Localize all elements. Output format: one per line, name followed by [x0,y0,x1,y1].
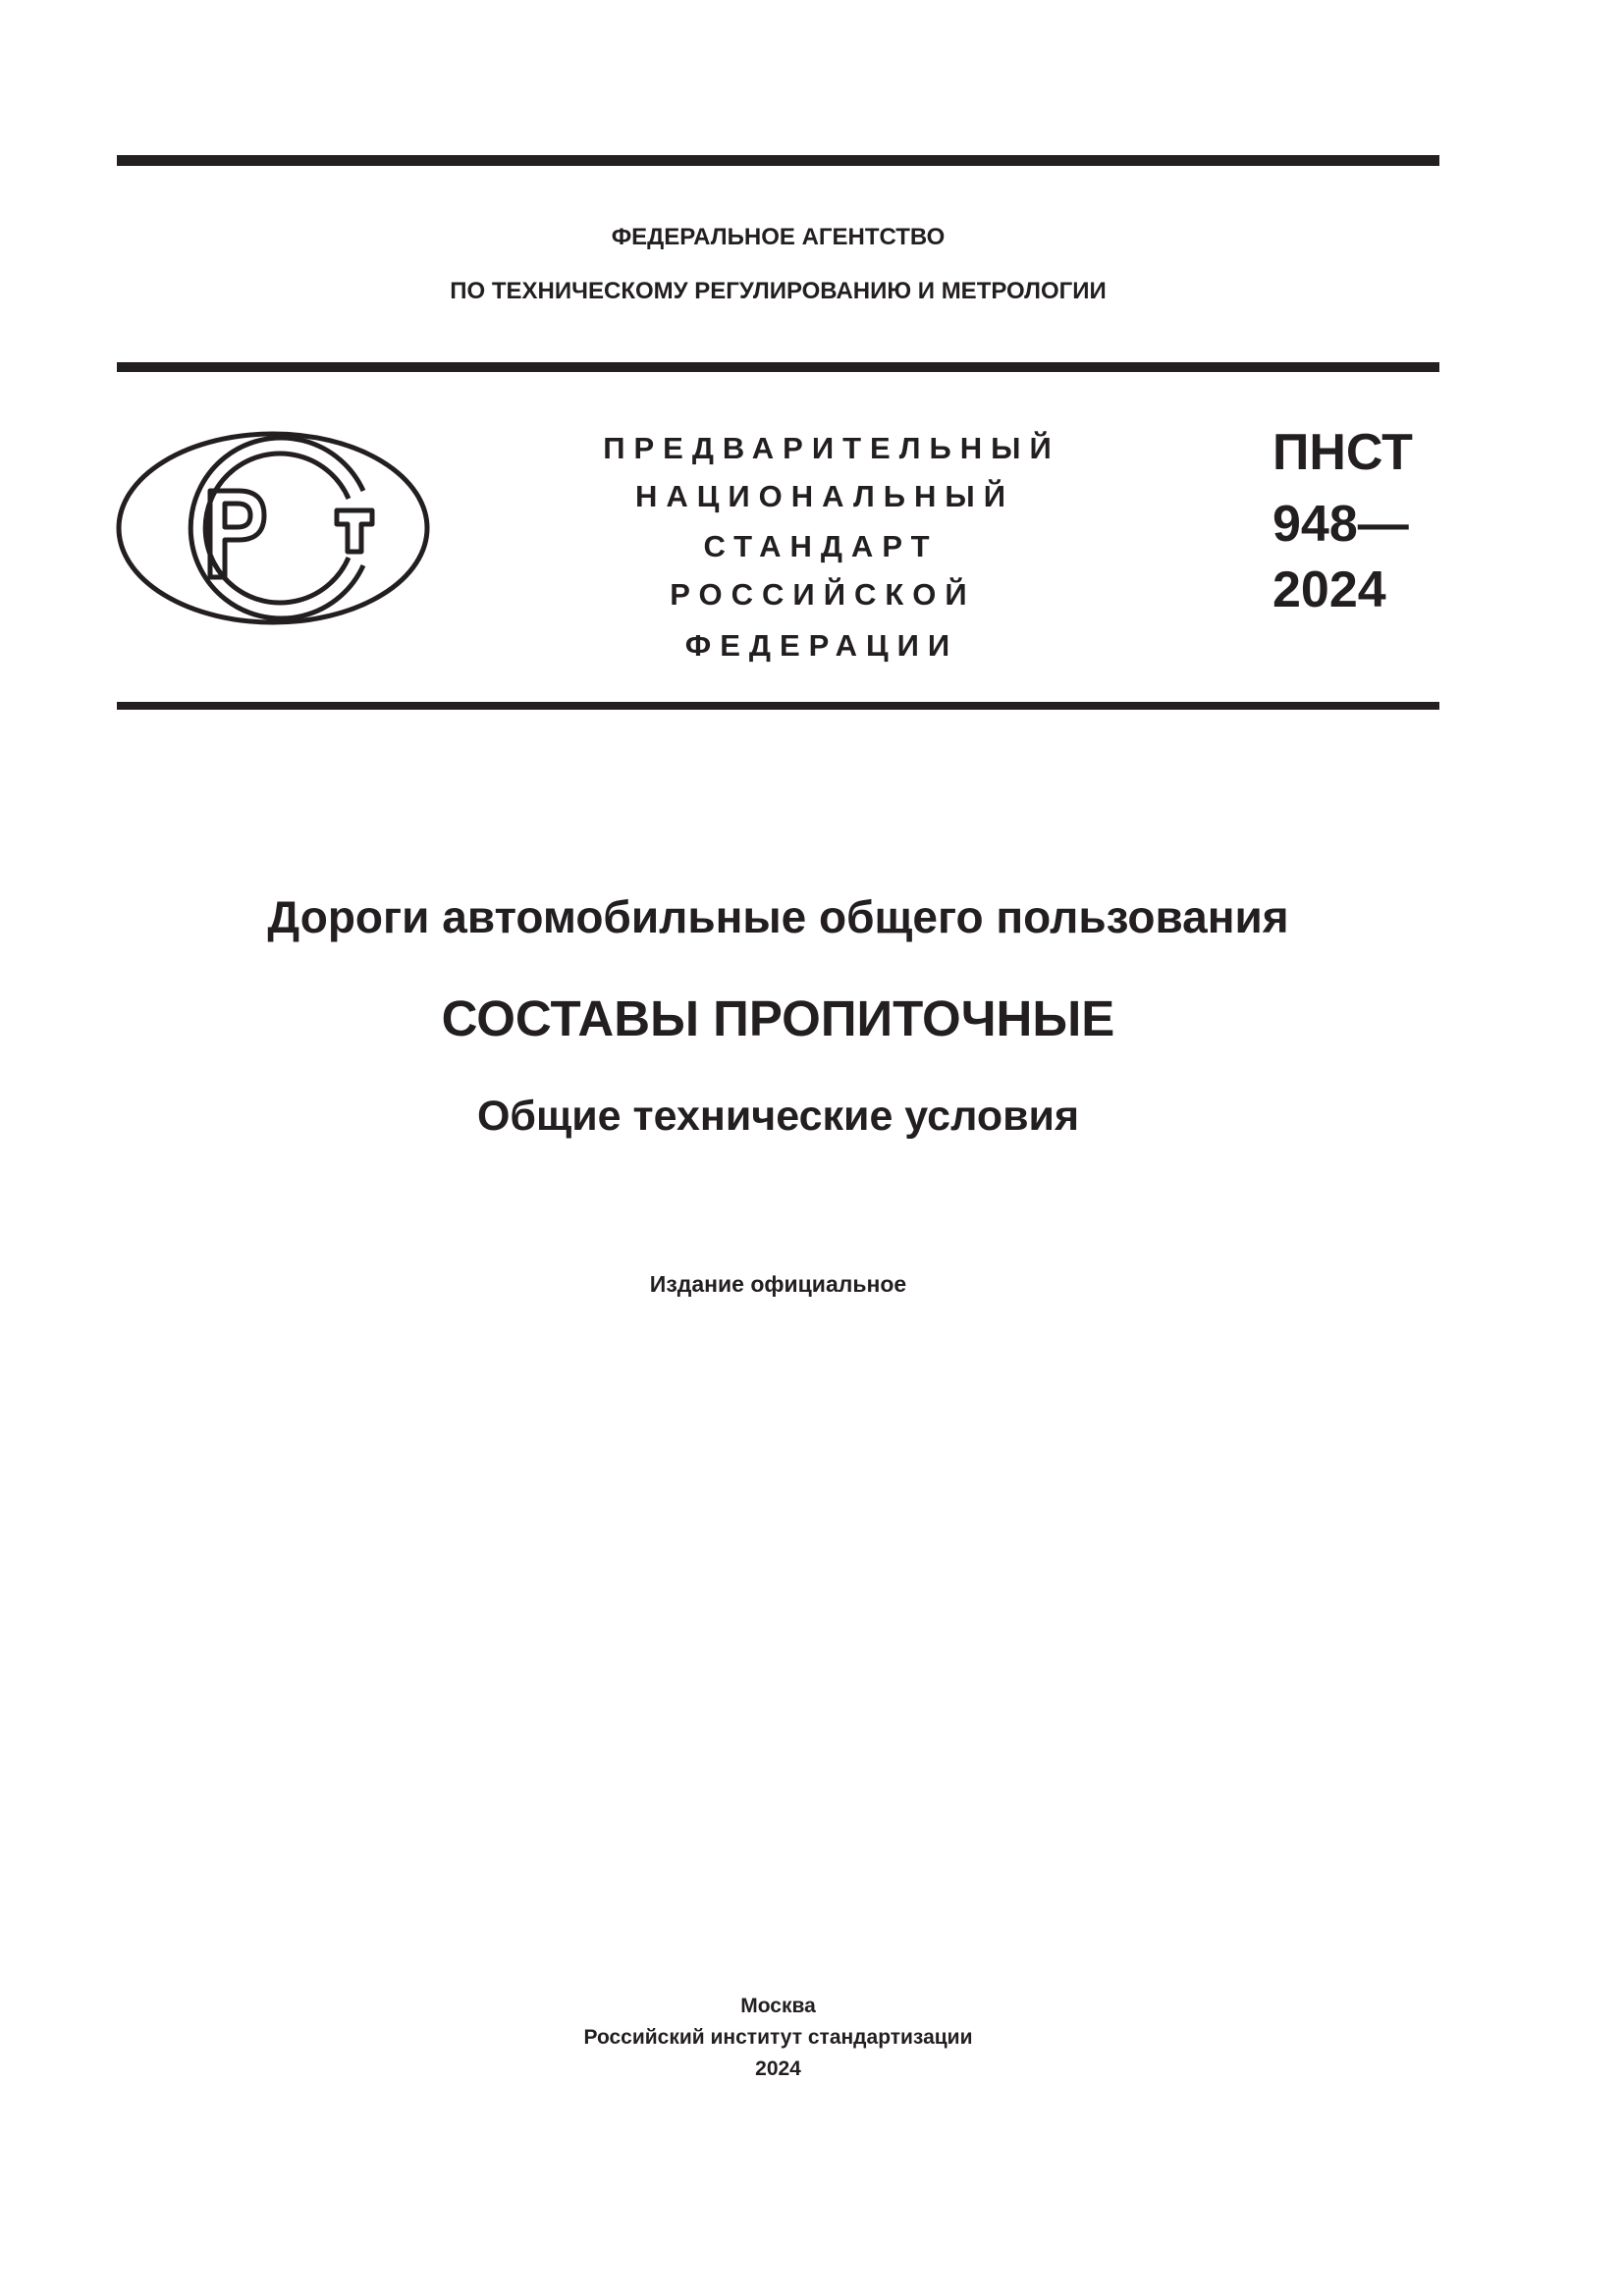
edition-note: Издание официальное [649,1271,907,1297]
gost-r-emblem-icon [115,430,431,626]
document-title-group: Дороги автомобильные общего пользования [267,891,1289,942]
imprint-year: 2024 [755,2057,801,2080]
top-rule [117,155,1439,166]
designation-prefix: ПНСТ [1272,424,1413,481]
document-title-main: СОСТАВЫ ПРОПИТОЧНЫЕ [441,990,1115,1046]
standard-kind-line-2: НАЦИОНАЛЬНЫЙ [634,479,1015,513]
middle-rule [117,362,1439,372]
designation-number: 948— [1272,496,1409,553]
standard-kind-line-4: РОССИЙСКОЙ [670,577,976,612]
agency-name-line-1: ФЕДЕРАЛЬНОЕ АГЕНТСТВО [611,224,946,250]
bottom-rule [117,702,1439,710]
standard-kind-line-3: СТАНДАРТ [703,529,939,563]
document-title-subtitle: Общие технические условия [476,1093,1080,1140]
designation-year: 2024 [1272,561,1386,618]
imprint-city: Москва [740,1995,816,2017]
standard-kind-line-5: ФЕДЕРАЦИИ [684,628,959,663]
imprint-publisher: Российский институт стандартизации [583,2026,973,2049]
agency-name-line-2: ПО ТЕХНИЧЕСКОМУ РЕГУЛИРОВАНИЮ И МЕТРОЛОГИИ [450,278,1107,304]
standard-kind-line-1: ПРЕДВАРИТЕЛЬНЫЙ [603,431,1060,465]
